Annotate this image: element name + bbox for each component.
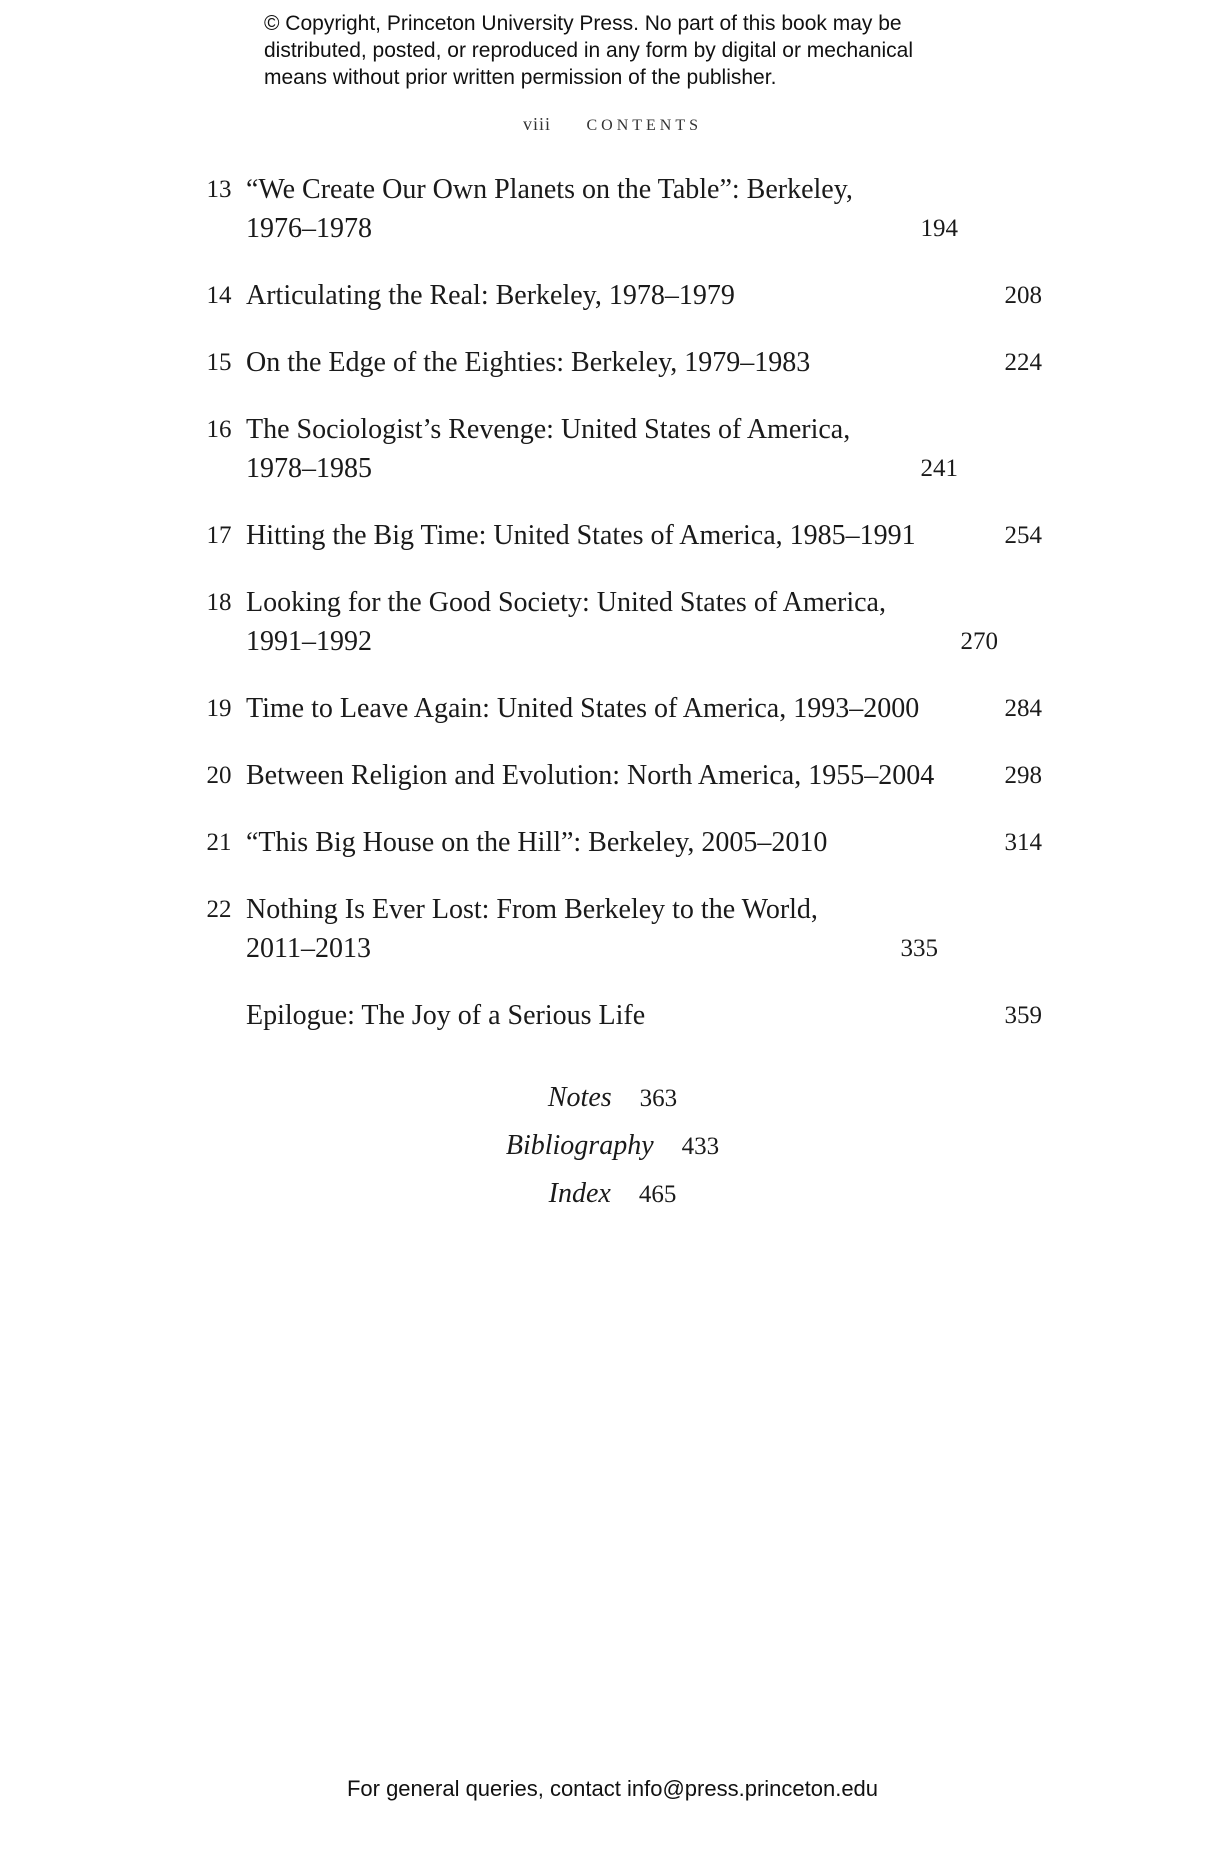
chapter-page: 314 (1004, 829, 1042, 856)
toc-entry-17 (192, 516, 1042, 555)
chapter-title: The Sociologist’s Revenge: United States of America, 1978–1985 (246, 414, 851, 484)
copyright-notice (264, 10, 1024, 91)
chapter-title: Nothing Is Ever Lost: From Berkeley to the World, 2011–2013 (246, 894, 818, 964)
chapter-page: 284 (1004, 695, 1042, 722)
chapter-number: 15 (206, 349, 232, 376)
chapter-page: 241 (920, 455, 958, 482)
toc-entry-16 (192, 410, 1042, 488)
chapter-number: 16 (206, 416, 232, 443)
chapter-page: 208 (1004, 282, 1042, 309)
copyright-line-3: means without prior written permission of the publisher. (264, 66, 777, 89)
chapter-number: 19 (206, 695, 232, 722)
back-matter-label: Notes (547, 1082, 612, 1113)
toc-entry-14 (192, 276, 1042, 315)
toc-entry-21 (192, 823, 1042, 862)
chapter-title: On the Edge of the Eighties: Berkeley, 1979–1983 (246, 347, 811, 378)
chapter-page: 359 (1004, 1002, 1042, 1029)
chapter-page: 270 (960, 628, 998, 655)
toc-entry-22 (192, 890, 1042, 968)
chapter-number: 22 (206, 896, 232, 923)
copyright-line-1: © Copyright, Princeton University Press. No part of this book may be (264, 12, 902, 35)
running-head-title: CONTENTS (586, 117, 703, 134)
chapter-number: 20 (206, 762, 232, 789)
chapter-title: Looking for the Good Society: United States of America, 1991–1992 (246, 587, 886, 657)
toc-entry-18 (192, 583, 1042, 661)
chapter-page: 194 (920, 215, 958, 242)
back-matter-list (0, 1082, 1225, 1226)
toc-entry-19 (192, 689, 1042, 728)
chapter-number: 14 (206, 282, 232, 309)
chapter-title: Between Religion and Evolution: North America, 1955–2004 (246, 760, 935, 791)
toc-entry-epilogue (192, 996, 1042, 1035)
chapter-title: Articulating the Real: Berkeley, 1978–1979 (246, 280, 735, 311)
chapter-title: Time to Leave Again: United States of America, 1993–2000 (246, 693, 920, 724)
back-matter-index (0, 1178, 1225, 1226)
back-matter-notes (0, 1082, 1225, 1130)
chapter-page: 298 (1004, 762, 1042, 789)
chapter-page: 224 (1004, 349, 1042, 376)
running-head (0, 114, 1225, 135)
chapter-number: 17 (206, 522, 232, 549)
back-matter-page: 363 (639, 1085, 678, 1112)
chapter-page: 335 (900, 935, 938, 962)
chapter-title: “We Create Our Own Planets on the Table”: Berkeley, 1976–1978 (246, 174, 853, 244)
back-matter-bibliography (0, 1130, 1225, 1178)
chapter-number: 21 (206, 829, 232, 856)
back-matter-label: Index (548, 1178, 611, 1209)
toc-entry-13 (192, 170, 1042, 248)
page-folio: viii (522, 114, 551, 134)
footer-contact: For general queries, contact info@press.princeton.edu (346, 1776, 879, 1801)
table-of-contents (192, 170, 1042, 1063)
chapter-title: Epilogue: The Joy of a Serious Life (246, 1000, 646, 1031)
back-matter-page: 465 (638, 1181, 677, 1208)
chapter-title: “This Big House on the Hill”: Berkeley, 2005–2010 (246, 827, 828, 858)
copyright-line-2: distributed, posted, or reproduced in any form by digital or mechanical (264, 39, 914, 62)
chapter-title: Hitting the Big Time: United States of America, 1985–1991 (246, 520, 916, 551)
toc-entry-20 (192, 756, 1042, 795)
chapter-number: 18 (206, 589, 232, 616)
back-matter-page: 433 (681, 1133, 720, 1160)
back-matter-label: Bibliography (505, 1130, 654, 1161)
toc-entry-15 (192, 343, 1042, 382)
chapter-page: 254 (1004, 522, 1042, 549)
chapter-number: 13 (206, 176, 232, 203)
